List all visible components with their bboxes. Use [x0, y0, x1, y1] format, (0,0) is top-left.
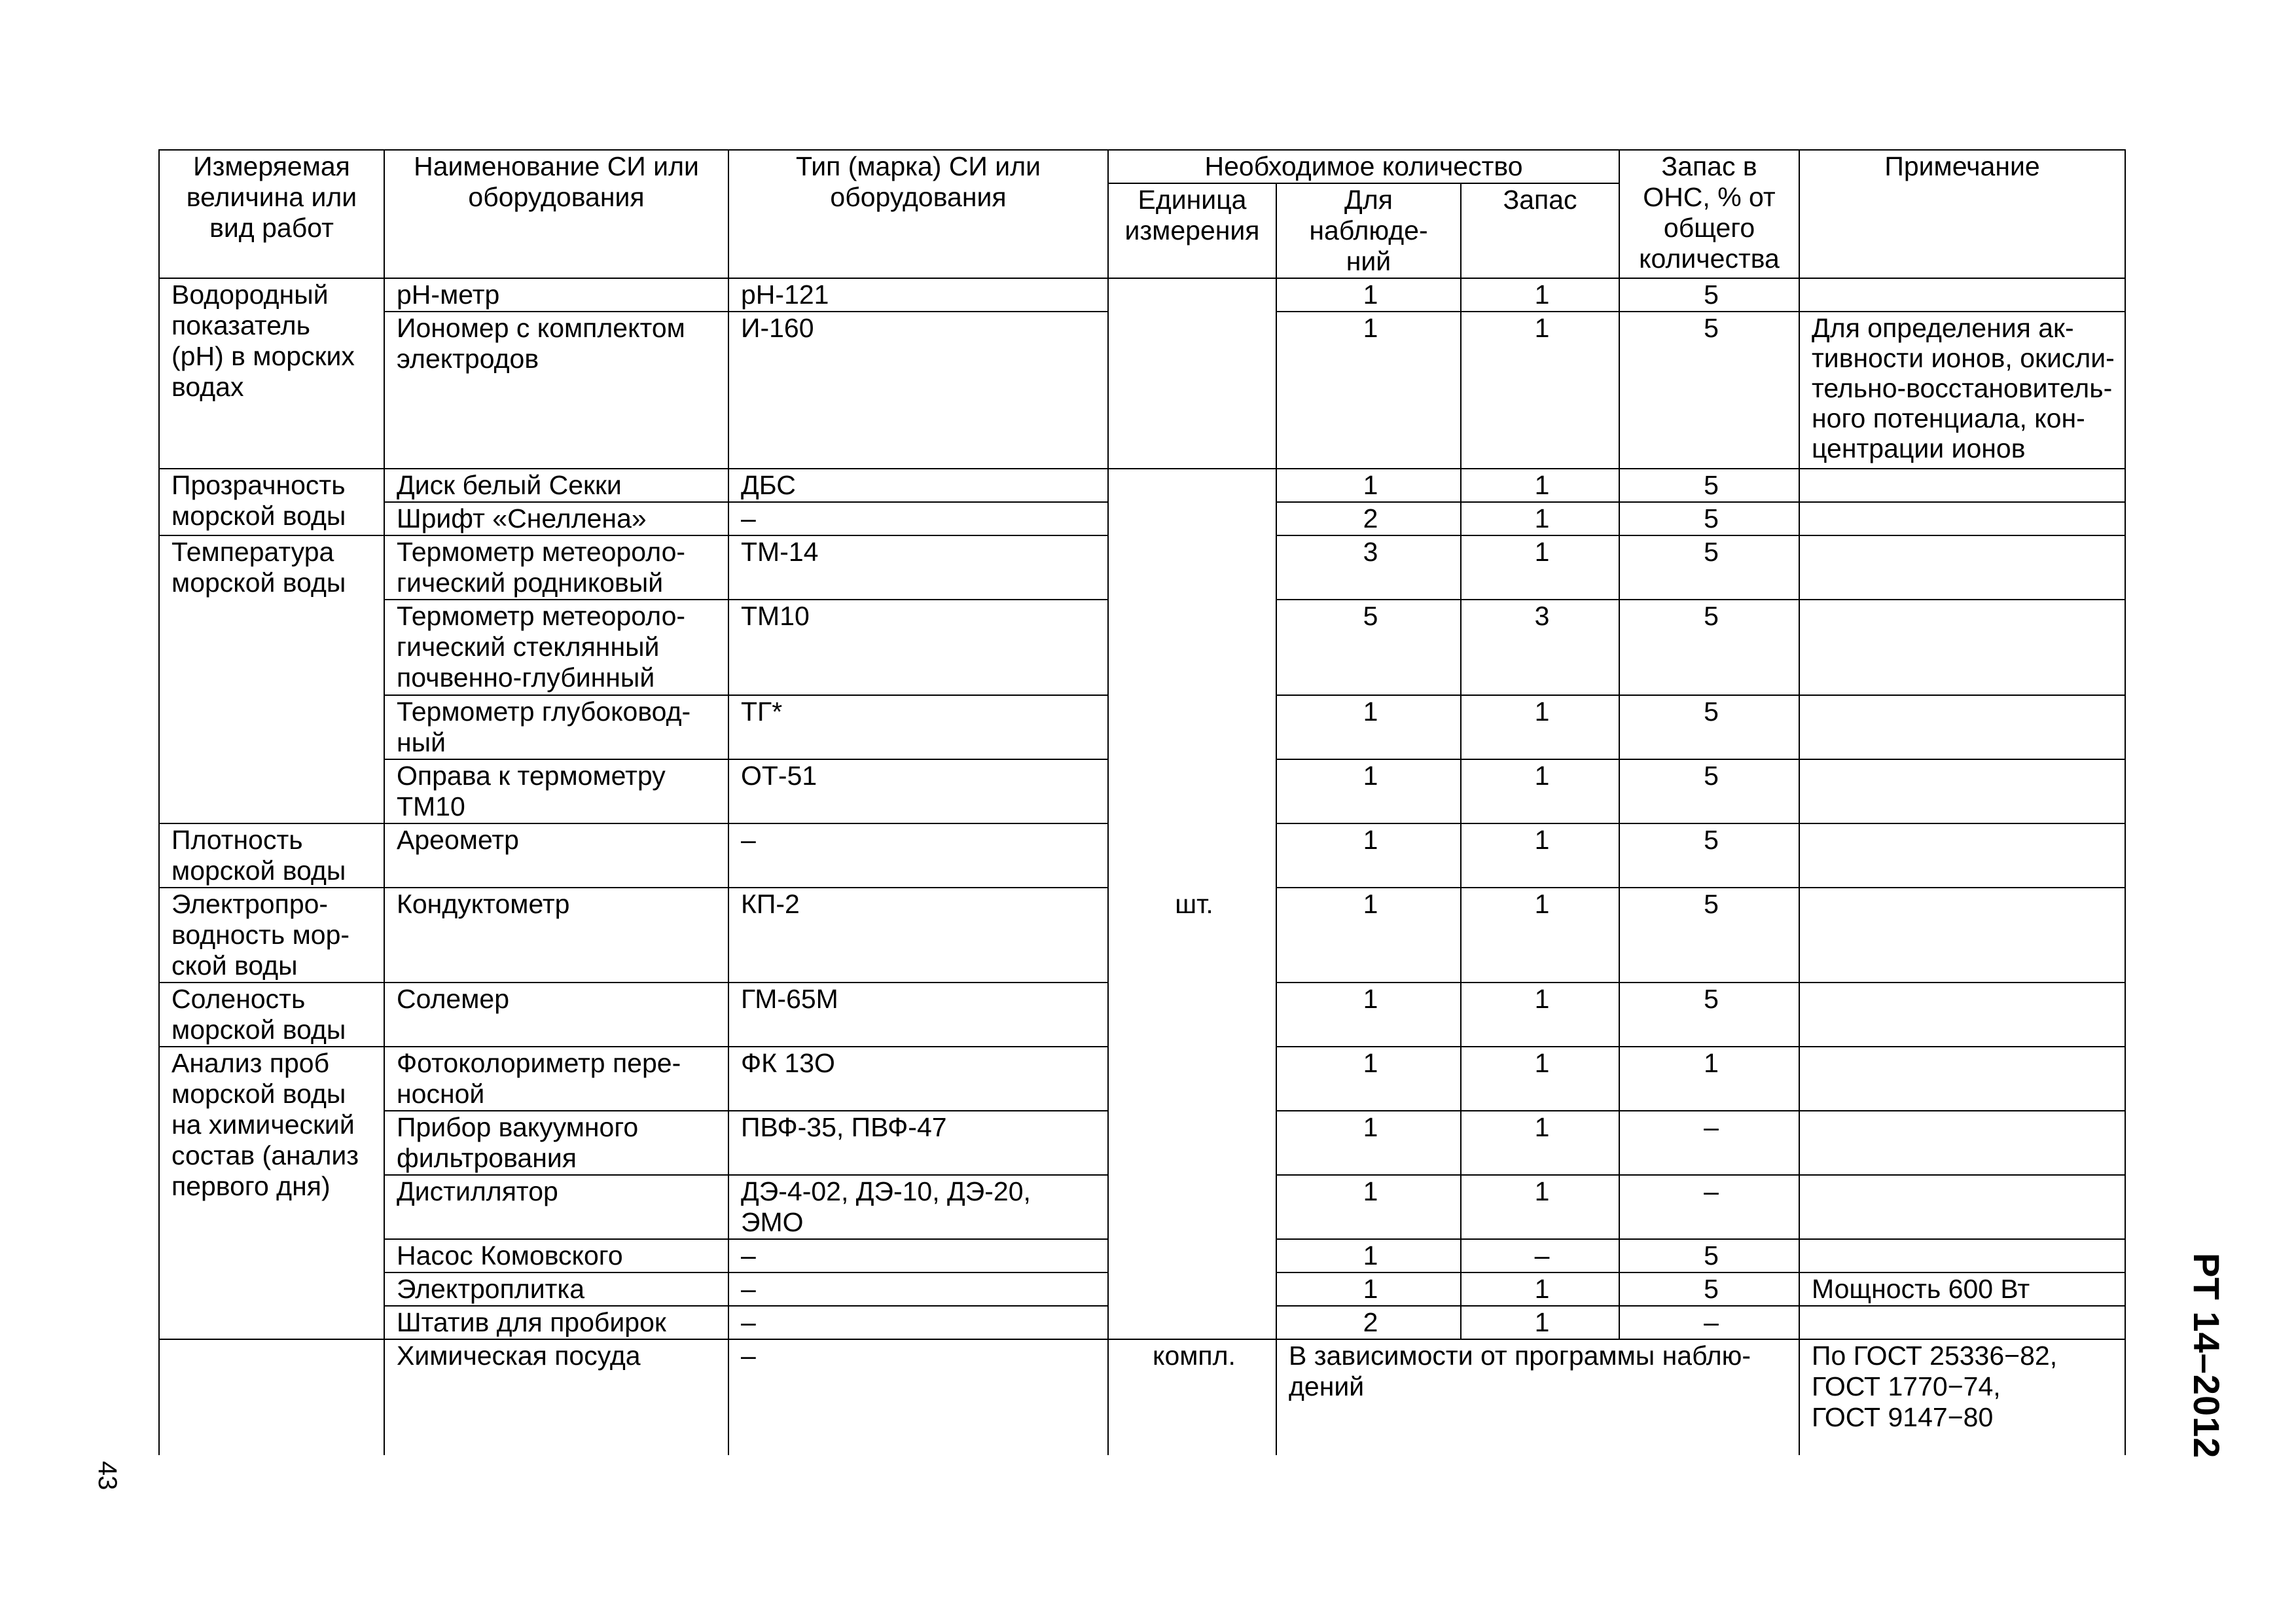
row-note: [1799, 888, 2125, 983]
row-ons: 5: [1619, 278, 1799, 312]
row-ons: 5: [1619, 600, 1799, 695]
row-type: ТМ-14: [728, 535, 1108, 600]
row-name: pH-метр: [384, 278, 728, 312]
group-cell-empty: [159, 1339, 384, 1455]
row-reserve: –: [1461, 1239, 1619, 1272]
row-name: Диск белый Секки: [384, 469, 728, 502]
row-reserve: 1: [1461, 1306, 1619, 1339]
row-obs: 1: [1276, 759, 1461, 823]
row-reserve: 1: [1461, 695, 1619, 759]
row-name: Термометр метеороло- гический стеклянный почвенно-глубинный: [384, 600, 728, 695]
group-cell: Температура морской воды: [159, 535, 384, 823]
row-name: Оправа к термометру ТМ10: [384, 759, 728, 823]
row-type: ТГ*: [728, 695, 1108, 759]
row-name: Шрифт «Снеллена»: [384, 502, 728, 535]
row-ons: 5: [1619, 759, 1799, 823]
row-name: Иономер с комплектом электродов: [384, 312, 728, 469]
row-reserve: 1: [1461, 1272, 1619, 1306]
row-type: –: [728, 823, 1108, 888]
row-ons: 5: [1619, 1239, 1799, 1272]
header-reserve: Запас: [1461, 183, 1619, 278]
row-name: Фотоколориметр пере- носной: [384, 1047, 728, 1111]
row-note: [1799, 278, 2125, 312]
row-note: [1799, 502, 2125, 535]
row-reserve: 1: [1461, 983, 1619, 1047]
header-note: Примечание: [1799, 150, 2125, 278]
header-unit: Единица измерения: [1108, 183, 1276, 278]
row-name: Ареометр: [384, 823, 728, 888]
row-ons: 1: [1619, 1047, 1799, 1111]
row-ons: 5: [1619, 535, 1799, 600]
row-note: Для определения ак- тивности ионов, окисли- тельно-восстановитель- ного потенциала, кон- центрации ионов: [1799, 312, 2125, 469]
row-name: Химическая посуда: [384, 1339, 728, 1455]
row-type: КП-2: [728, 888, 1108, 983]
equipment-table: [158, 149, 2126, 1455]
row-name: Насос Комовского: [384, 1239, 728, 1272]
row-ons: –: [1619, 1111, 1799, 1175]
row-note: [1799, 1047, 2125, 1111]
row-ons: 5: [1619, 1272, 1799, 1306]
row-reserve: 1: [1461, 502, 1619, 535]
header-row-1: [159, 150, 2125, 183]
row-note: [1799, 535, 2125, 600]
row-note: [1799, 1111, 2125, 1175]
row-note: [1799, 1239, 2125, 1272]
header-instrument-type: Тип (марка) СИ или оборудования: [728, 150, 1108, 278]
row-obs: 1: [1276, 1111, 1461, 1175]
row-type: ОТ-51: [728, 759, 1108, 823]
row-obs: 2: [1276, 502, 1461, 535]
table-row: [159, 469, 2125, 502]
row-type: –: [728, 1272, 1108, 1306]
row-obs: 1: [1276, 1239, 1461, 1272]
row-type: ПВФ-35, ПВФ-47: [728, 1111, 1108, 1175]
group-cell: Соленость морской воды: [159, 983, 384, 1047]
unit-cell: компл.: [1108, 1339, 1276, 1455]
row-reserve: 1: [1461, 312, 1619, 469]
table-row: [159, 278, 2125, 312]
row-obs: 1: [1276, 888, 1461, 983]
row-note: [1799, 695, 2125, 759]
row-obs: 1: [1276, 312, 1461, 469]
row-note: [1799, 823, 2125, 888]
row-obs: 1: [1276, 695, 1461, 759]
unit-cell: шт.: [1108, 469, 1276, 1339]
row-name: Кондуктометр: [384, 888, 728, 983]
row-note: Мощность 600 Вт: [1799, 1272, 2125, 1306]
row-name: Солемер: [384, 983, 728, 1047]
header-instrument-name: Наименование СИ или оборудования: [384, 150, 728, 278]
header-ons-reserve: Запас в ОНС, % от общего количества: [1619, 150, 1799, 278]
group-cell: Плотность морской воды: [159, 823, 384, 888]
row-ons: 5: [1619, 312, 1799, 469]
row-type: ТМ10: [728, 600, 1108, 695]
row-note: По ГОСТ 25336−82, ГОСТ 1770−74, ГОСТ 9147−80: [1799, 1339, 2125, 1455]
header-for-observations: Для наблюде- ний: [1276, 183, 1461, 278]
header-measured-quantity: Измеряемая величина или вид работ: [159, 150, 384, 278]
group-cell: Водородный показатель (pH) в морских водах: [159, 278, 384, 469]
row-ons: –: [1619, 1306, 1799, 1339]
row-note: [1799, 1306, 2125, 1339]
row-reserve: 1: [1461, 1047, 1619, 1111]
row-type: ФК 13О: [728, 1047, 1108, 1111]
row-obs: 1: [1276, 1272, 1461, 1306]
row-type: ДБС: [728, 469, 1108, 502]
row-name: Электроплитка: [384, 1272, 728, 1306]
row-type: –: [728, 1339, 1108, 1455]
row-reserve: 1: [1461, 888, 1619, 983]
group-cell: Электропро- водность мор- ской воды: [159, 888, 384, 983]
document-code: РТ 14–2012: [2186, 1253, 2227, 1459]
row-obs: 1: [1276, 823, 1461, 888]
row-note: [1799, 983, 2125, 1047]
row-obs: 2: [1276, 1306, 1461, 1339]
unit-cell-empty: [1108, 278, 1276, 469]
row-ons: 5: [1619, 469, 1799, 502]
table-row: [159, 1339, 2125, 1455]
row-reserve: 3: [1461, 600, 1619, 695]
row-obs: 1: [1276, 278, 1461, 312]
row-obs: 1: [1276, 983, 1461, 1047]
row-obs: 1: [1276, 469, 1461, 502]
row-ons: –: [1619, 1175, 1799, 1239]
row-type: –: [728, 1239, 1108, 1272]
row-reserve: 1: [1461, 823, 1619, 888]
row-type: ДЭ-4-02, ДЭ-10, ДЭ-20, ЭМО: [728, 1175, 1108, 1239]
row-obs: 5: [1276, 600, 1461, 695]
page-number: 43: [93, 1461, 122, 1490]
row-type: –: [728, 1306, 1108, 1339]
row-type: –: [728, 502, 1108, 535]
row-reserve: 1: [1461, 535, 1619, 600]
row-name: Дистиллятор: [384, 1175, 728, 1239]
row-type: И-160: [728, 312, 1108, 469]
row-reserve: 1: [1461, 759, 1619, 823]
row-ons: 5: [1619, 888, 1799, 983]
row-name: Прибор вакуумного фильтрования: [384, 1111, 728, 1175]
group-cell: Прозрачность морской воды: [159, 469, 384, 535]
row-reserve: 1: [1461, 278, 1619, 312]
row-type: pH-121: [728, 278, 1108, 312]
row-obs: 1: [1276, 1175, 1461, 1239]
row-reserve: 1: [1461, 469, 1619, 502]
row-type: ГМ-65М: [728, 983, 1108, 1047]
row-note: [1799, 759, 2125, 823]
row-note: [1799, 469, 2125, 502]
row-name: Штатив для пробирок: [384, 1306, 728, 1339]
row-name: Термометр глубоковод- ный: [384, 695, 728, 759]
header-required-quantity: Необходимое количество: [1108, 150, 1619, 183]
row-obs: 3: [1276, 535, 1461, 600]
row-ons: 5: [1619, 983, 1799, 1047]
row-ons: 5: [1619, 502, 1799, 535]
row-obs-text: В зависимости от программы наблю- дений: [1276, 1339, 1799, 1455]
group-cell: Анализ проб морской воды на химический состав (анализ первого дня): [159, 1047, 384, 1339]
row-name: Термометр метеороло- гический родниковый: [384, 535, 728, 600]
row-ons: 5: [1619, 823, 1799, 888]
row-ons: 5: [1619, 695, 1799, 759]
row-note: [1799, 1175, 2125, 1239]
row-note: [1799, 600, 2125, 695]
row-obs: 1: [1276, 1047, 1461, 1111]
row-reserve: 1: [1461, 1175, 1619, 1239]
row-reserve: 1: [1461, 1111, 1619, 1175]
